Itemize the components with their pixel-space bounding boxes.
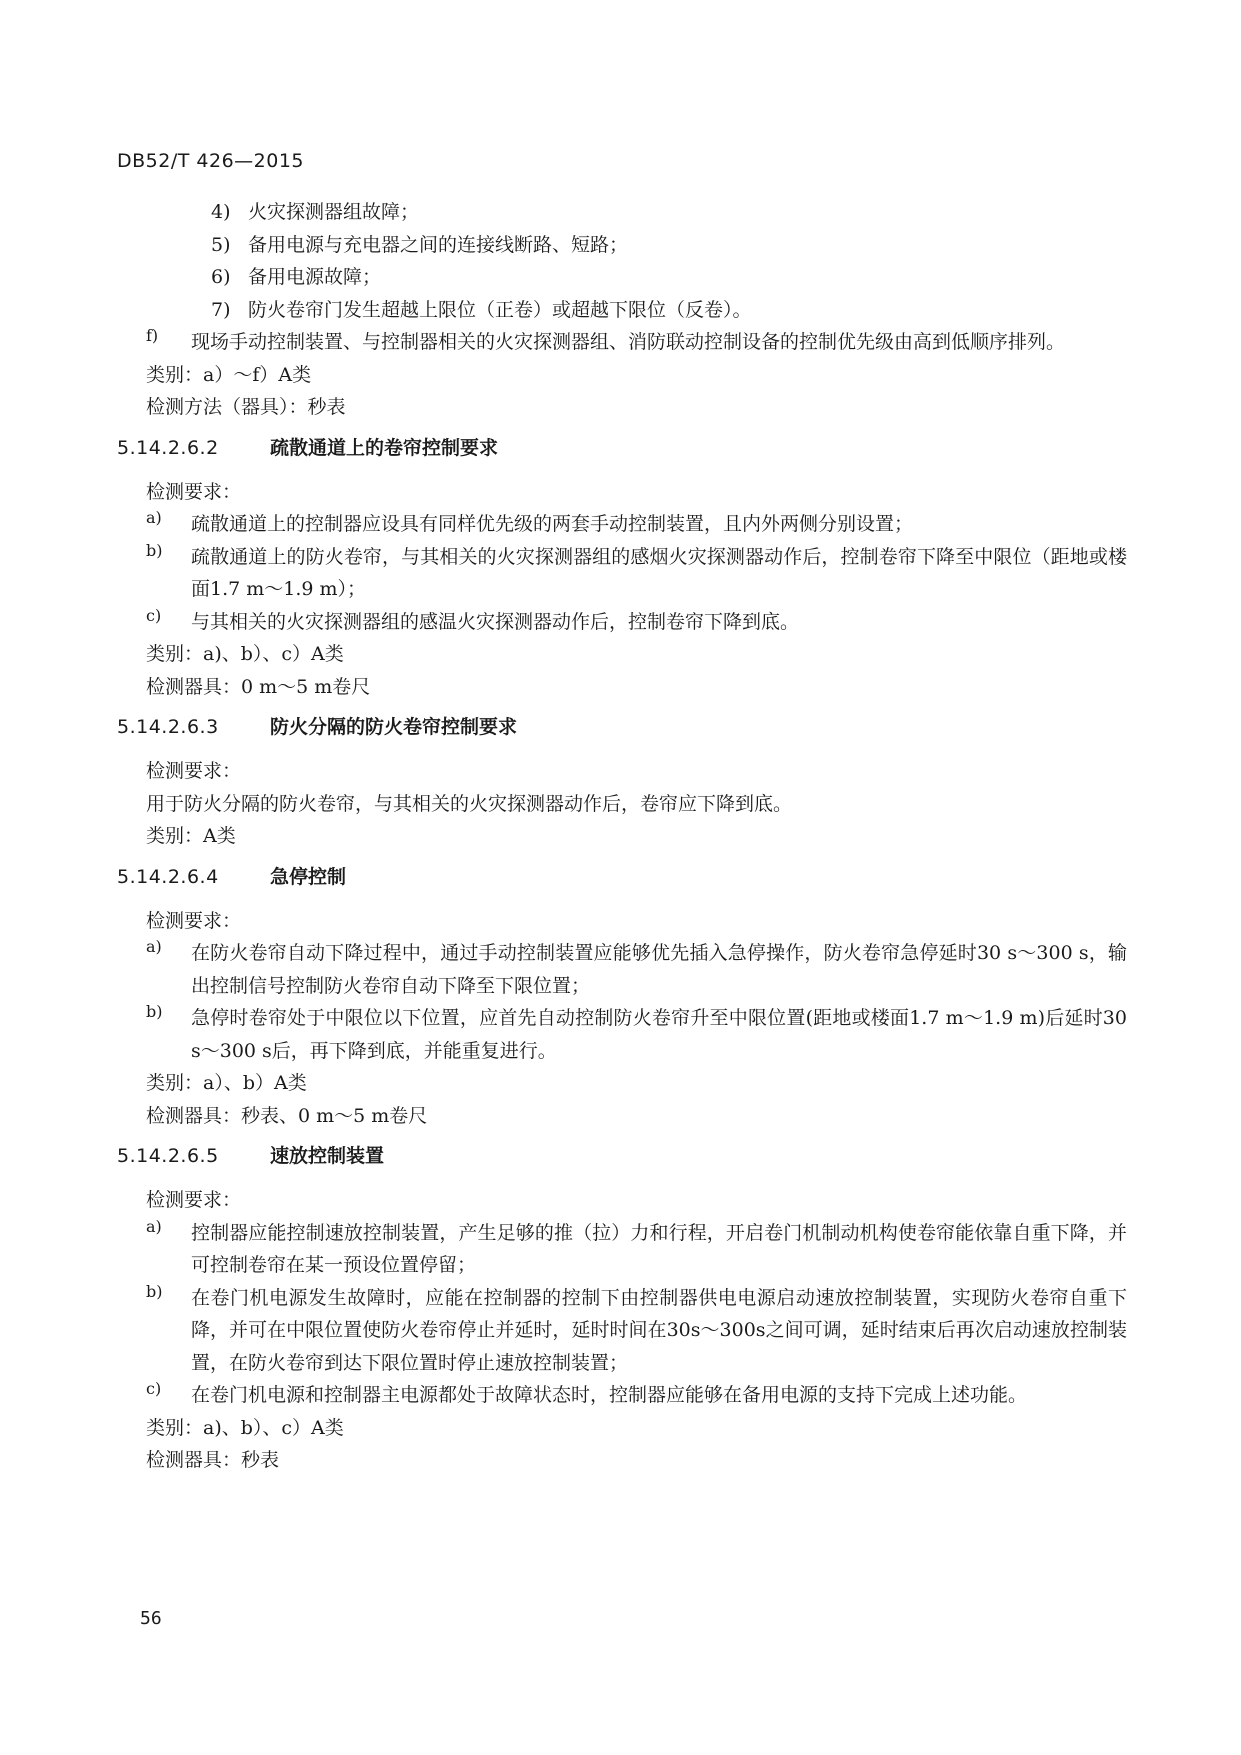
tools-text: 检测器具：0 m～5 m卷尺 — [146, 675, 371, 698]
list-marker: c) — [146, 605, 162, 625]
list-item — [117, 326, 1127, 359]
section-heading — [117, 711, 1127, 743]
list-text: 火灾探测器组故障； — [248, 201, 420, 223]
list-text: 与其相关的火灾探测器组的感温火灾探测器动作后，控制卷帘下降到底。 — [191, 610, 800, 633]
section-number: 5.14.2.6.5 — [117, 1145, 219, 1167]
list-text: 急停时卷帘处于中限位以下位置，应首先自动控制防火卷帘升至中限位置(距地或楼面1.7 m～1.9 m)后延时30 s～300 s后，再下降到底，并能重复进行。 — [191, 1007, 1127, 1062]
list-item — [117, 1217, 1127, 1282]
section-heading — [117, 432, 1127, 464]
list-text: 备用电源与充电器之间的连接线断路、短路； — [248, 233, 629, 256]
list-item — [117, 937, 1127, 1002]
section-number: 5.14.2.6.2 — [117, 436, 219, 459]
list-text: 疏散通道上的防火卷帘，与其相关的火灾探测器组的感烟火灾探测器动作后，控制卷帘下降至中限位（距地或楼面1.7 m～1.9 m）； — [191, 545, 1127, 600]
list-item — [117, 606, 1127, 639]
category-text: 类别：a)、b）、c）A类 — [146, 643, 344, 665]
list-marker: 7) — [211, 298, 231, 321]
list-marker: 4) — [211, 201, 231, 223]
list-marker: b) — [146, 540, 163, 560]
list-item — [117, 261, 1127, 294]
list-text: 在卷门机电源和控制器主电源都处于故障状态时，控制器应能够在备用电源的支持下完成上述功能。 — [191, 1384, 1028, 1406]
list-marker: 5) — [211, 233, 231, 256]
list-item — [117, 196, 1127, 229]
list-item — [117, 1002, 1127, 1067]
section-heading — [117, 861, 1127, 893]
list-marker: b) — [146, 1002, 163, 1021]
requirement-label: 检测要求： — [146, 760, 242, 782]
section-title: 速放控制装置 — [270, 1145, 385, 1167]
list-text: 现场手动控制装置、与控制器相关的火灾探测器组、消防联动控制设备的控制优先级由高到低顺序排列。 — [191, 331, 1066, 353]
requirement-label: 检测要求： — [146, 909, 242, 932]
requirement-label: 检测要求： — [146, 1189, 242, 1211]
category-text: 类别：a）、b）A类 — [146, 1072, 307, 1094]
list-marker: a) — [146, 937, 162, 956]
category-text: 类别：a)、b）、c）A类 — [146, 1416, 344, 1439]
section-title: 疏散通道上的卷帘控制要求 — [270, 436, 499, 459]
list-text: 备用电源故障； — [248, 266, 382, 288]
category-text: 类别：A类 — [146, 825, 236, 847]
list-text: 防火卷帘门发生超越上限位（正卷）或超越下限位（反卷）。 — [248, 298, 752, 321]
tools-text: 检测器具：秒表、0 m～5 m卷尺 — [146, 1104, 428, 1127]
list-item — [117, 541, 1127, 606]
tools-text: 检测器具：秒表 — [146, 1449, 280, 1471]
list-text: 疏散通道上的控制器应设具有同样优先级的两套手动控制装置，且内外两侧分别设置； — [191, 513, 914, 535]
category-text: 类别：a）～f）A类 — [146, 363, 312, 386]
list-item — [117, 508, 1127, 541]
list-item — [117, 294, 1127, 327]
list-item — [117, 1282, 1127, 1380]
section-number: 5.14.2.6.3 — [117, 716, 219, 738]
method-text: 检测方法（器具）：秒表 — [146, 396, 346, 418]
section-number: 5.14.2.6.4 — [117, 865, 219, 888]
list-marker: f) — [146, 326, 159, 345]
list-text: 控制器应能控制速放控制装置，产生足够的推（拉）力和行程，开启卷门机制动机构使卷帘能依靠自重下降，并可控制卷帘在某一预设位置停留； — [191, 1221, 1127, 1276]
page-number: 56 — [140, 1608, 162, 1629]
document-code: DB52/T 426—2015 — [117, 150, 305, 172]
list-item — [117, 1379, 1127, 1412]
list-text: 在防火卷帘自动下降过程中，通过手动控制装置应能够优先插入急停操作，防火卷帘急停延时30 s～300 s，输出控制信号控制防火卷帘自动下降至下限位置； — [191, 942, 1127, 997]
list-item — [117, 229, 1127, 262]
section-title: 急停控制 — [270, 865, 347, 888]
paragraph-text: 用于防火分隔的防火卷帘，与其相关的火灾探测器动作后，卷帘应下降到底。 — [146, 792, 793, 815]
list-marker: c) — [146, 1379, 162, 1398]
document-body — [117, 196, 1127, 1477]
section-heading — [117, 1140, 1127, 1172]
list-marker: a) — [146, 508, 162, 527]
list-marker: b) — [146, 1281, 163, 1301]
list-marker: 6) — [211, 266, 231, 288]
section-title: 防火分隔的防火卷帘控制要求 — [270, 716, 518, 738]
requirement-label: 检测要求： — [146, 480, 242, 503]
list-text: 在卷门机电源发生故障时，应能在控制器的控制下由控制器供电电源启动速放控制装置，实现防火卷帘自重下降，并可在中限位置使防火卷帘停止并延时，延时时间在30s～300s之间可调，延时结束后再次启动速放控制装置，在防火卷帘到达下限位置时停止速放控制装置； — [191, 1286, 1127, 1374]
list-marker: a) — [146, 1216, 162, 1236]
